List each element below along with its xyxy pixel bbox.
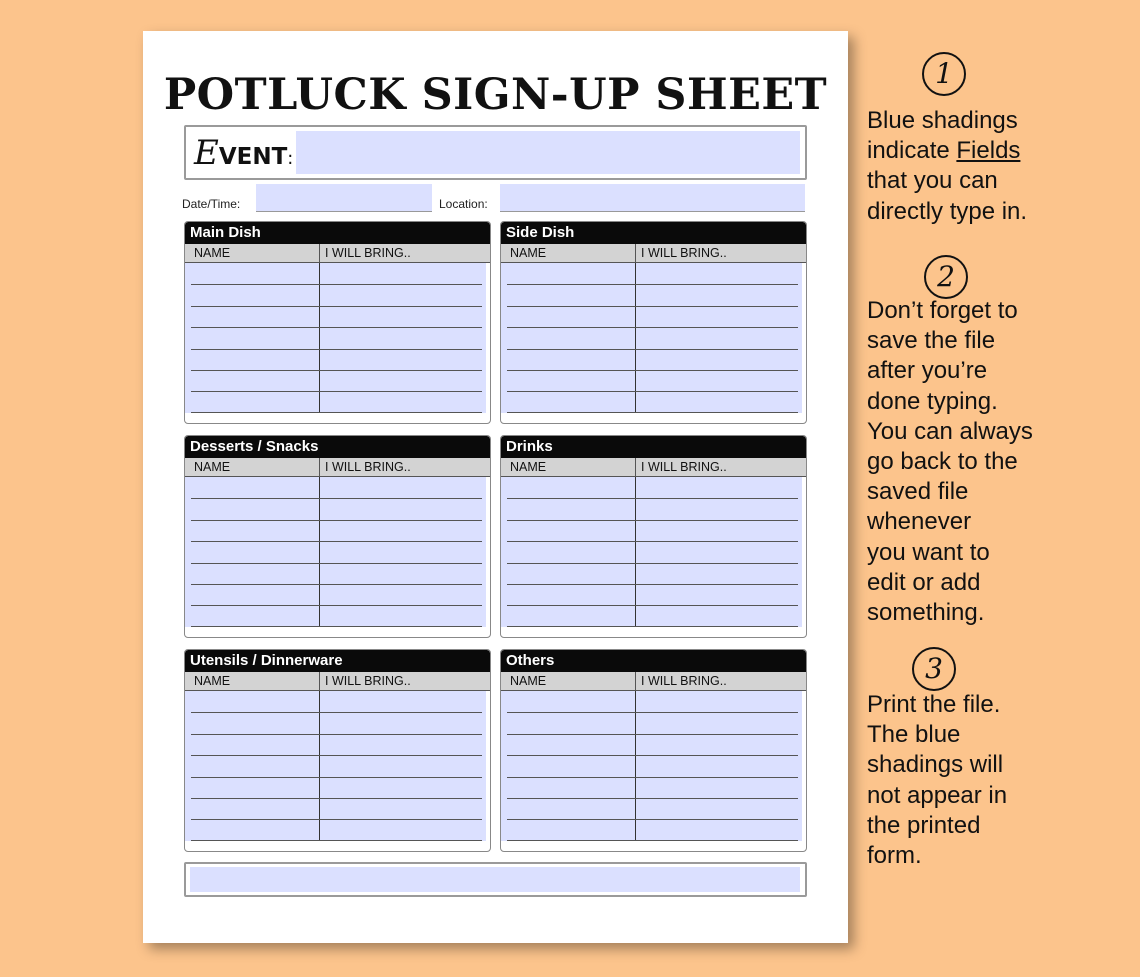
column-headers — [185, 672, 490, 691]
section-title: Utensils / Dinnerware — [185, 650, 490, 672]
step-3-line: not appear in — [867, 781, 1008, 809]
step-1-number: 1 — [922, 52, 966, 96]
step-2-line: something. — [867, 599, 985, 627]
date-time-field[interactable] — [256, 184, 432, 212]
step-3-line: The blue — [867, 721, 961, 749]
step-2-line: you want to — [867, 538, 990, 566]
step-2-line: after you’re — [867, 357, 988, 385]
step-3-line: shadings will — [867, 751, 1004, 779]
event-field[interactable] — [296, 131, 800, 174]
event-label-colon: : — [287, 148, 294, 169]
section-utensils-dinnerware — [184, 649, 491, 852]
step-2-number: 2 — [924, 255, 968, 299]
step-1-text — [867, 106, 1137, 227]
entry-rows[interactable] — [185, 477, 486, 627]
entry-rows[interactable] — [501, 263, 802, 413]
footer-field[interactable] — [190, 867, 800, 892]
step-2-line: saved file — [867, 478, 969, 506]
step-3-number: 3 — [912, 647, 956, 691]
section-title: Drinks — [501, 436, 806, 458]
section-others — [500, 649, 807, 852]
column-bring-header: I WILL BRING.. — [325, 460, 411, 474]
section-title: Main Dish — [185, 222, 490, 244]
section-main-dish — [184, 221, 491, 424]
location-label: Location: — [439, 197, 488, 211]
footer-box — [184, 862, 807, 897]
fields-underlined: Fields — [956, 137, 1021, 165]
entry-rows[interactable] — [185, 263, 486, 413]
step-2-text — [867, 296, 1137, 628]
column-headers — [185, 458, 490, 477]
column-bring-header: I WILL BRING.. — [325, 246, 411, 260]
column-name-header: NAME — [510, 460, 547, 474]
column-headers — [501, 672, 806, 691]
page-title: POTLUCK SIGN-UP SHEET — [163, 70, 828, 120]
column-headers — [501, 244, 806, 263]
step-2-line: whenever — [867, 508, 972, 536]
signup-sheet — [143, 31, 848, 943]
event-label — [194, 133, 293, 173]
section-title: Others — [501, 650, 806, 672]
column-bring-header: I WILL BRING.. — [325, 674, 411, 688]
column-name-header: NAME — [510, 246, 547, 260]
column-bring-header: I WILL BRING.. — [641, 460, 727, 474]
step-2-line: edit or add — [867, 568, 981, 596]
section-title: Side Dish — [501, 222, 806, 244]
step-3-line: the printed — [867, 811, 981, 839]
column-name-header: NAME — [194, 460, 231, 474]
event-box — [184, 125, 807, 180]
step-2-line: You can always — [867, 417, 1033, 445]
column-name-header: NAME — [194, 246, 231, 260]
step-2-line: save the file — [867, 327, 996, 355]
entry-rows[interactable] — [185, 691, 486, 841]
column-headers — [185, 244, 490, 263]
step-3-line: Print the file. — [867, 691, 1001, 718]
date-time-label: Date/Time: — [182, 197, 241, 211]
event-label-initial: E — [194, 133, 219, 173]
section-drinks — [500, 435, 807, 638]
section-title: Desserts / Snacks — [185, 436, 490, 458]
step-1-line: Blue shadings — [867, 107, 1018, 134]
step-3-line: form. — [867, 842, 922, 870]
step-2-line: done typing. — [867, 387, 998, 415]
section-side-dish — [500, 221, 807, 424]
step-3-text — [867, 690, 1137, 871]
column-bring-header: I WILL BRING.. — [641, 674, 727, 688]
step-1-line: directly type in. — [867, 197, 1028, 225]
step-2-line: Don’t forget to — [867, 297, 1018, 324]
step-1-line: that you can — [867, 167, 998, 195]
column-name-header: NAME — [510, 674, 547, 688]
step-2-line: go back to the — [867, 448, 1018, 476]
entry-rows[interactable] — [501, 477, 802, 627]
column-name-header: NAME — [194, 674, 231, 688]
column-bring-header: I WILL BRING.. — [641, 246, 727, 260]
entry-rows[interactable] — [501, 691, 802, 841]
section-desserts-snacks — [184, 435, 491, 638]
event-label-text: VENT — [218, 144, 288, 170]
location-field[interactable] — [500, 184, 805, 212]
step-1-line: indicate Fields — [867, 137, 1021, 165]
column-headers — [501, 458, 806, 477]
